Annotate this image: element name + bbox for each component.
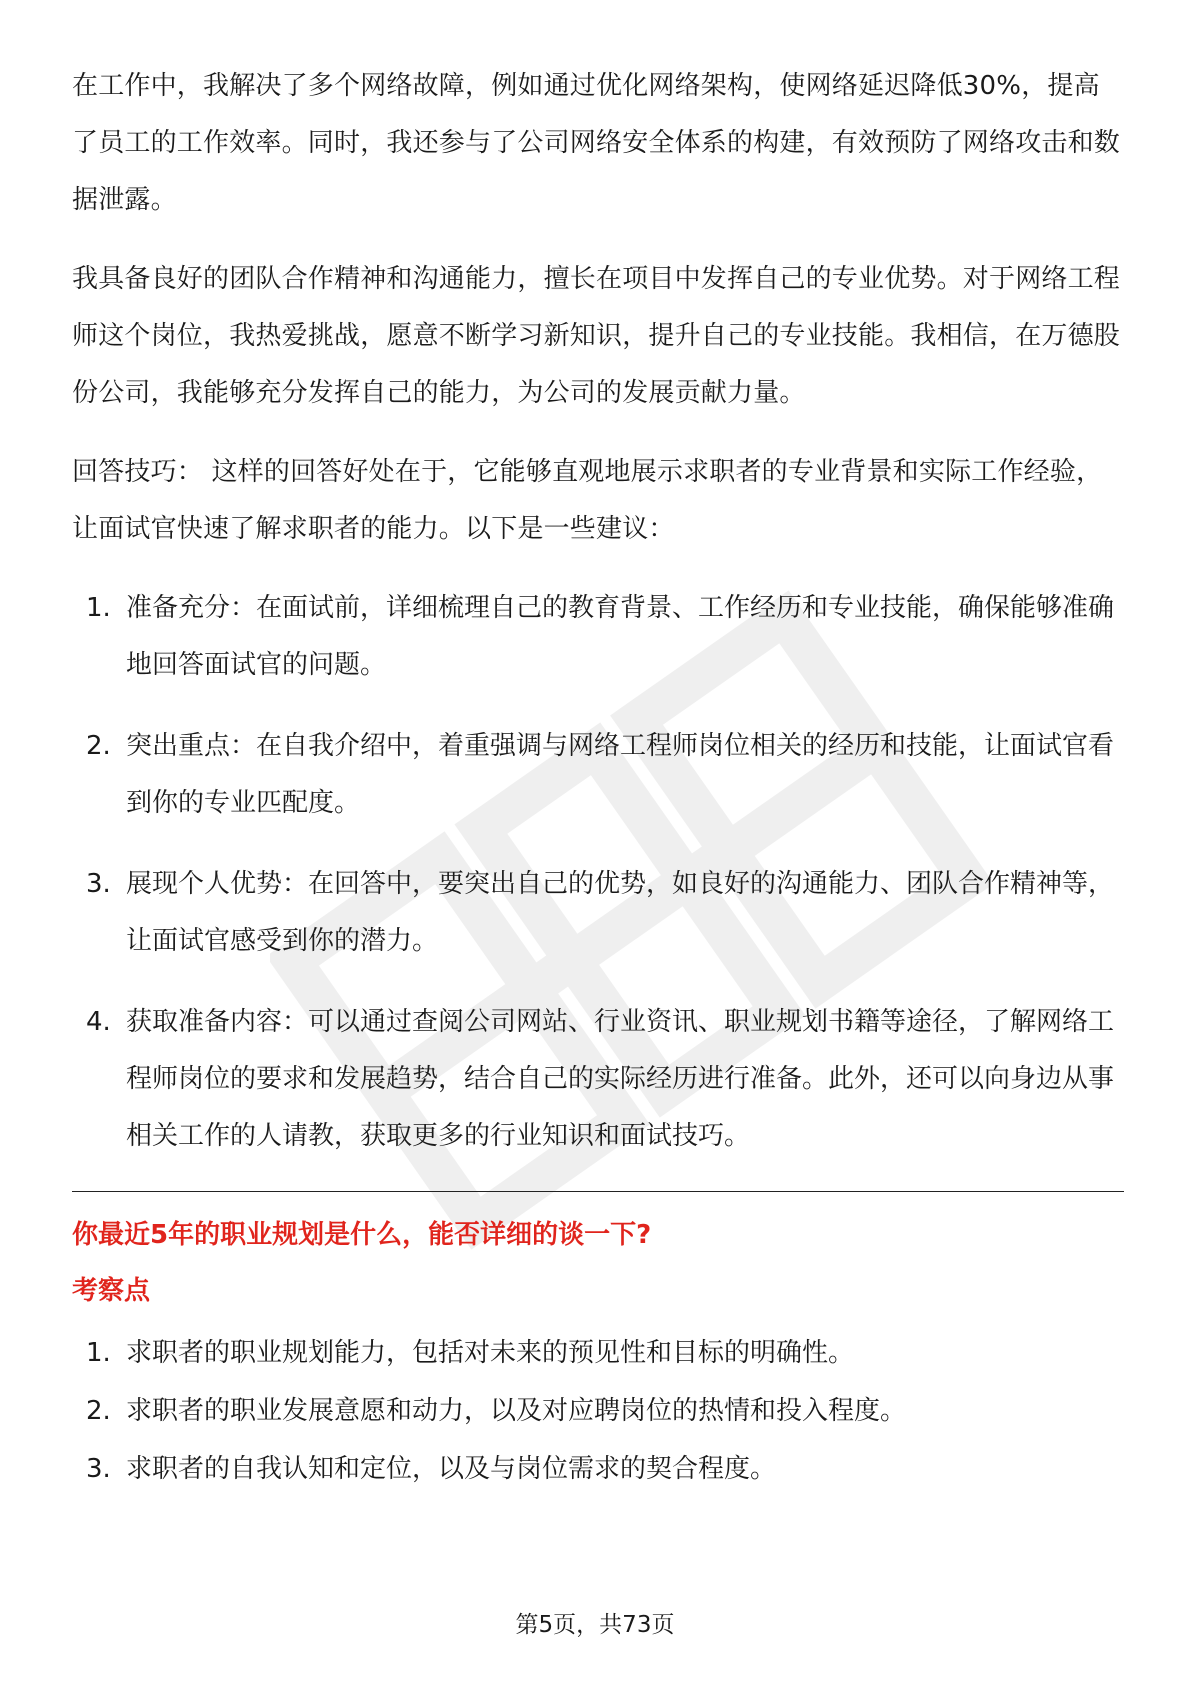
- list-item: [72, 994, 1124, 1165]
- list-item: [72, 1440, 1124, 1498]
- list-number: 4.: [86, 1007, 111, 1037]
- list-text: 求职者的自我认知和定位，以及与岗位需求的契合程度。: [126, 1454, 777, 1484]
- list-number: 3.: [86, 1454, 111, 1484]
- tips-list: [72, 580, 1124, 1165]
- list-text: 突出重点：在自我介绍中，着重强调与网络工程师岗位相关的经历和技能，让面试官看到你的专业匹配度。: [126, 731, 1115, 818]
- list-number: 2.: [86, 731, 111, 761]
- body-paragraph: 在工作中，我解决了多个网络故障，例如通过优化网络架构，使网络延迟降低30%，提高了员工的工作效率。同时，我还参与了公司网络安全体系的构建，有效预防了网络攻击和数据泄露。: [72, 71, 1121, 215]
- list-item: [72, 1382, 1124, 1440]
- tips-intro: 回答技巧： 这样的回答好处在于，它能够直观地展示求职者的专业背景和实际工作经验，让面试官快速了解求职者的能力。以下是一些建议：: [72, 457, 1103, 544]
- points-list: [72, 1324, 1124, 1498]
- list-text: 求职者的职业发展意愿和动力，以及对应聘岗位的热情和投入程度。: [126, 1396, 907, 1426]
- question-heading: 你最近5年的职业规划是什么，能否详细的谈一下?: [72, 1220, 652, 1250]
- page-footer: 第5页，共73页: [515, 1612, 675, 1638]
- list-text: 求职者的职业规划能力，包括对未来的预见性和目标的明确性。: [126, 1338, 855, 1368]
- list-text: 准备充分：在面试前，详细梳理自己的教育背景、工作经历和专业技能，确保能够准确地回答面试官的问题。: [126, 593, 1115, 680]
- section-divider: [72, 1191, 1124, 1192]
- document-page: [72, 58, 1124, 1498]
- list-number: 2.: [86, 1396, 111, 1426]
- list-item: [72, 1324, 1124, 1382]
- list-number: 1.: [86, 593, 111, 623]
- list-number: 1.: [86, 1338, 111, 1368]
- body-paragraph: 我具备良好的团队合作精神和沟通能力，擅长在项目中发挥自己的专业优势。对于网络工程师这个岗位，我热爱挑战，愿意不断学习新知识，提升自己的专业技能。我相信，在万德股份公司，我能够充分发挥自己的能力，为公司的发展贡献力量。: [72, 264, 1121, 408]
- list-text: 获取准备内容：可以通过查阅公司网站、行业资讯、职业规划书籍等途径，了解网络工程师岗位的要求和发展趋势，结合自己的实际经历进行准备。此外，还可以向身边从事相关工作的人请教，获取更多的行业知识和面试技巧。: [126, 1007, 1115, 1151]
- list-number: 3.: [86, 869, 111, 899]
- list-text: 展现个人优势：在回答中，要突出自己的优势，如良好的沟通能力、团队合作精神等，让面试官感受到你的潜力。: [126, 869, 1115, 956]
- section-label: 考察点: [72, 1276, 151, 1306]
- list-item: [72, 580, 1124, 694]
- list-item: [72, 856, 1124, 970]
- list-item: [72, 718, 1124, 832]
